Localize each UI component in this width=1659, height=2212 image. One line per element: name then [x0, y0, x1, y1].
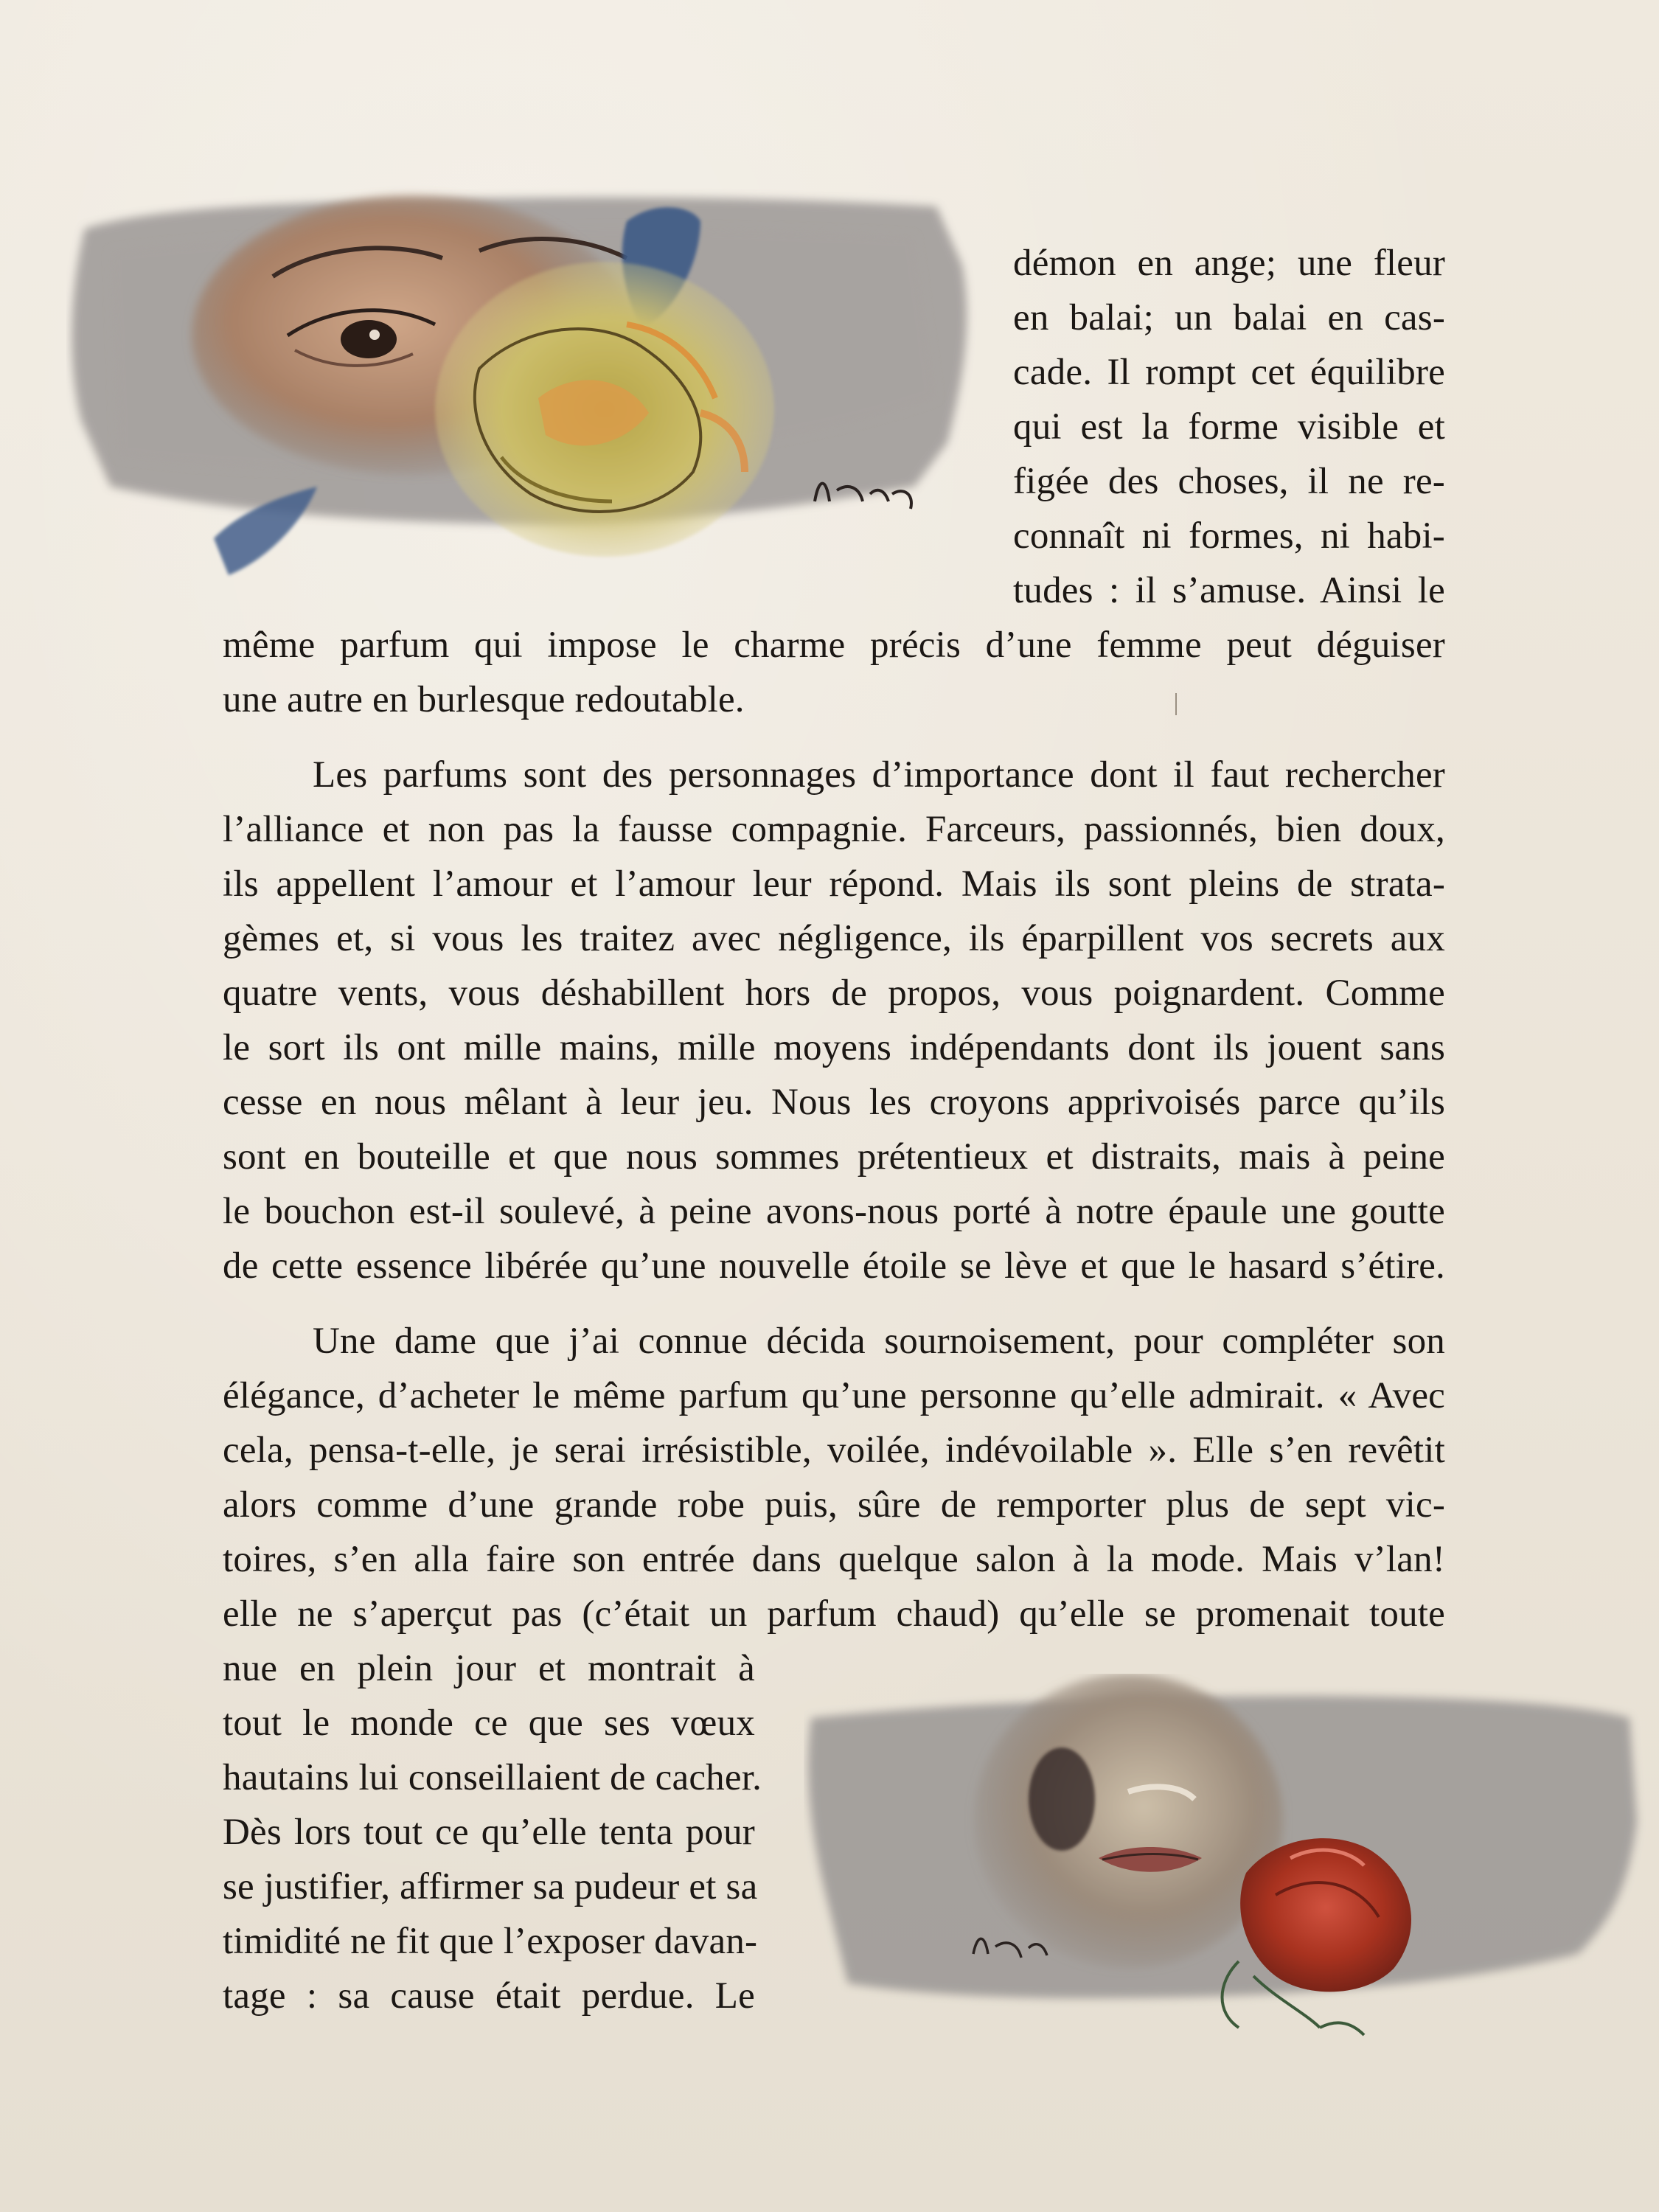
text-line: sont en bouteille et que nous sommes prétentieux et distraits, mais à peine	[223, 1136, 1445, 1178]
text-line: figée des choses, il ne re-	[1013, 461, 1445, 502]
text-line: cesse en nous mêlant à leur jeu. Nous les croyons apprivoisés parce qu’ils	[223, 1082, 1445, 1123]
text-line: même parfum qui impose le charme précis d’une femme peut déguiser	[223, 625, 1445, 666]
text-line: nue en plein jour et montrait à	[223, 1648, 755, 1689]
text-line: toires, s’en alla faire son entrée dans quelque salon à la mode. Mais v’lan!	[223, 1539, 1445, 1580]
text-line: de cette essence libérée qu’une nouvelle étoile se lève et que le hasard s’étire.	[223, 1245, 1445, 1287]
text-line: l’alliance et non pas la fausse compagnie. Farceurs, passionnés, bien doux,	[223, 809, 1445, 850]
text-line: connaît ni formes, ni habi-	[1013, 515, 1445, 557]
text-line: alors comme d’une grande robe puis, sûre de remporter plus de sept vic-	[223, 1484, 1445, 1526]
text-line: tout le monde ce que ses vœux	[223, 1703, 755, 1744]
text-line: se justifier, affirmer sa pudeur et sa	[223, 1866, 758, 1907]
text-line: le bouchon est-il soulevé, à peine avons-nous porté à notre épaule une goutte	[223, 1191, 1445, 1232]
text-line: une autre en burlesque redoutable.	[223, 679, 745, 720]
text-line: elle ne s’aperçut pas (c’était un parfum chaud) qu’elle se promenait toute	[223, 1593, 1445, 1635]
text-line: Dès lors tout ce qu’elle tenta pour	[223, 1812, 755, 1853]
text-line: démon en ange; une fleur	[1013, 243, 1445, 284]
illustration-eye-rose	[66, 177, 981, 597]
text-line: gèmes et, si vous les traitez avec négligence, ils éparpillent vos secrets aux	[223, 918, 1445, 959]
text-line: Une dame que j’ai connue décida sournoisement, pour compléter son	[313, 1321, 1445, 1362]
text-line: timidité ne fit que l’exposer davan-	[223, 1921, 758, 1962]
text-line: cade. Il rompt cet équilibre	[1013, 352, 1445, 393]
text-line: qui est la forme visible et	[1013, 406, 1445, 448]
text-line: le sort ils ont mille mains, mille moyens indépendants dont ils jouent sans	[223, 1027, 1445, 1068]
text-line: ils appellent l’amour et l’amour leur répond. Mais ils sont pleins de strata-	[223, 863, 1445, 905]
text-line: Les parfums sont des personnages d’importance dont il faut rechercher	[313, 754, 1445, 796]
text-line: tudes : il s’amuse. Ainsi le	[1013, 570, 1445, 611]
text-line: cela, pensa-t-elle, je serai irrésistible, voilée, indévoilable ». Elle s’en revêtit	[223, 1430, 1445, 1471]
text-line: élégance, d’acheter le même parfum qu’une personne qu’elle admirait. « Avec	[223, 1375, 1445, 1416]
text-line: tage : sa cause était perdue. Le	[223, 1975, 755, 2017]
text-line: hautains lui conseillaient de cacher.	[223, 1757, 762, 1798]
illustration-lips-rose	[804, 1674, 1652, 2087]
yellow-rose	[435, 262, 774, 557]
text-line: en balai; un balai en cas-	[1013, 297, 1445, 338]
painted-lips-face	[973, 1674, 1283, 1969]
red-rose	[1222, 1838, 1412, 2035]
text-line: quatre vents, vous déshabillent hors de propos, vous poignardent. Comme	[223, 973, 1445, 1014]
